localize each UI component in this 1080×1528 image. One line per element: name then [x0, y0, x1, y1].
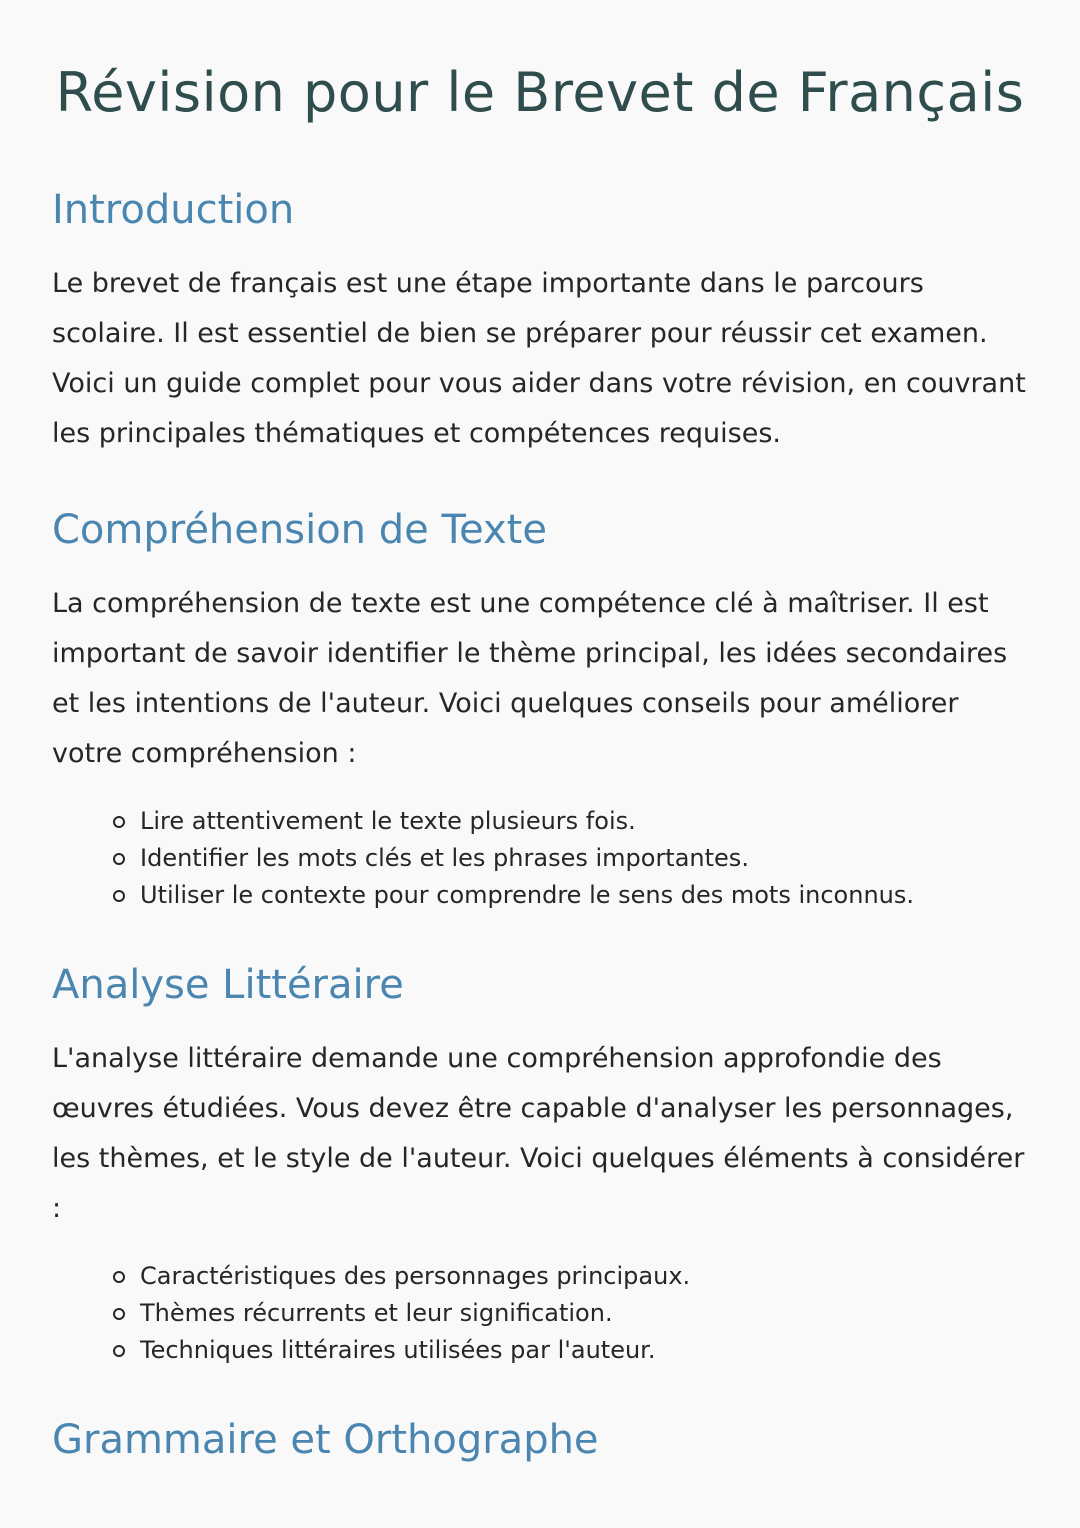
- list-item: Caractéristiques des personnages principaux.: [140, 1258, 1028, 1295]
- section-heading-grammaire: Grammaire et Orthographe: [52, 1417, 599, 1463]
- list-item: Utiliser le contexte pour comprendre le sens des mots inconnus.: [140, 877, 1028, 914]
- bullet-list-analyse: [52, 1258, 1028, 1369]
- list-item: Thèmes récurrents et leur signification.: [140, 1295, 1028, 1332]
- section-heading-analyse: Analyse Littéraire: [52, 962, 404, 1008]
- section-text-analyse: L'analyse littéraire demande une compréhension approfondie des œuvres étudiées. Vous devez être capable d'analyser les personnages, les thèmes, et le style de l'auteur. Voici quelques éléments à considérer :: [52, 1043, 1025, 1224]
- list-item: Lire attentivement le texte plusieurs fois.: [140, 803, 1028, 840]
- section-grammaire: [52, 1415, 1028, 1465]
- section-text-comprehension: La compréhension de texte est une compétence clé à maîtriser. Il est important de savoir identifier le thème principal, les idées secondaires et les intentions de l'auteur. Voici quelques conseils pour améliorer votre compréhension :: [52, 588, 1008, 769]
- section-heading-introduction: Introduction: [52, 187, 295, 233]
- bullet-list-comprehension: [52, 803, 1028, 914]
- section-comprehension: [52, 505, 1028, 914]
- page-title: Révision pour le Brevet de Français: [55, 61, 1025, 124]
- section-introduction: [52, 185, 1028, 459]
- list-item: Identifier les mots clés et les phrases importantes.: [140, 840, 1028, 877]
- section-heading-comprehension: Compréhension de Texte: [52, 507, 547, 553]
- section-analyse: [52, 960, 1028, 1369]
- list-item: Techniques littéraires utilisées par l'auteur.: [140, 1332, 1028, 1369]
- section-text-introduction: Le brevet de français est une étape importante dans le parcours scolaire. Il est essentiel de bien se préparer pour réussir cet examen. Voici un guide complet pour vous aider dans votre révision, en couvrant les principales thématiques et compétences requises.: [52, 268, 1026, 449]
